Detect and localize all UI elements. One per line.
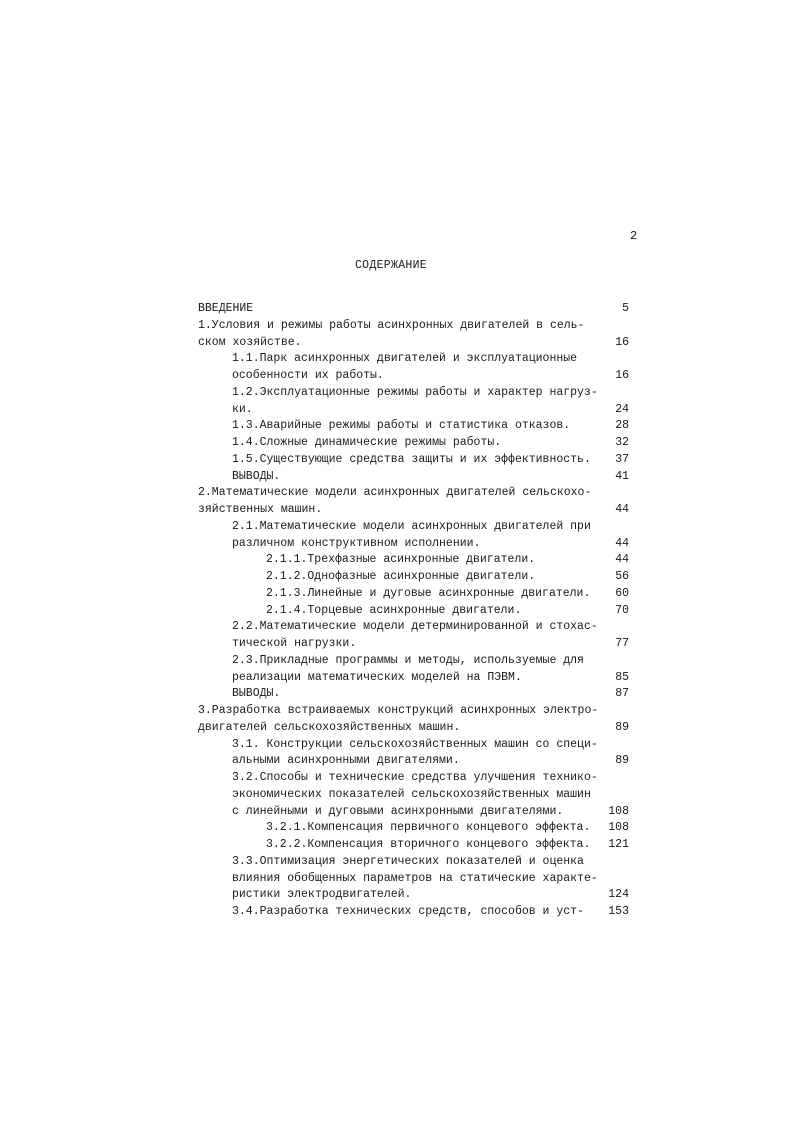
toc-entry-text: 2.1.Математические модели асинхронных двигателей при bbox=[232, 519, 591, 533]
toc-entry bbox=[0, 618, 795, 635]
toc-entry-text: 3.2.2.Компенсация вторичного концевого эффекта. bbox=[266, 838, 591, 851]
toc-entry bbox=[0, 803, 795, 820]
toc-entry bbox=[0, 401, 795, 418]
toc-entry-text: 2.1.2.Однофазные асинхронные двигатели. bbox=[266, 570, 536, 583]
toc-entry-page: 16 bbox=[615, 335, 629, 349]
toc-entry-page: 77 bbox=[615, 637, 629, 650]
toc-entry-page: 85 bbox=[615, 670, 629, 684]
toc-entry-text: 1.Условия и режимы работы асинхронных двигателей в сель- bbox=[198, 318, 585, 332]
toc-entry-text: ВВЕДЕНИЕ bbox=[198, 302, 254, 315]
toc-entry-text: зяйственных машин. bbox=[198, 503, 323, 516]
toc-entry bbox=[0, 585, 795, 602]
toc-entry-text: 1.3.Аварийные режимы работы и статистика отказов. bbox=[232, 419, 571, 433]
toc-entry bbox=[0, 384, 795, 401]
toc-entry bbox=[0, 719, 795, 736]
toc-entry bbox=[0, 300, 795, 317]
toc-entry-text: 1.4.Сложные динамические режимы работы. bbox=[232, 436, 502, 449]
toc-entry-page: 41 bbox=[615, 469, 629, 483]
toc-entry-text: 1.1.Парк асинхронных двигателей и эксплуатационные bbox=[232, 352, 578, 366]
toc-entry-page: 121 bbox=[608, 838, 629, 851]
toc-entry-page: 108 bbox=[608, 804, 629, 818]
toc-entry-text: 2.1.3.Линейные и дуговые асинхронные двигатели. bbox=[266, 586, 591, 600]
toc-entry bbox=[0, 468, 795, 485]
toc-entry-page: 24 bbox=[615, 402, 629, 416]
toc-entry bbox=[0, 685, 795, 702]
toc-entry-page: 5 bbox=[622, 302, 629, 315]
toc-entry bbox=[0, 568, 795, 585]
toc-entry bbox=[0, 669, 795, 686]
toc-entry-page: 89 bbox=[615, 754, 629, 768]
toc-entry-text: влияния обобщенных параметров на статические характе- bbox=[232, 871, 598, 885]
toc-entry bbox=[0, 702, 795, 719]
toc-entry bbox=[0, 451, 795, 468]
toc-entry-page: 60 bbox=[615, 586, 629, 600]
toc-entry-text: особенности их работы. bbox=[232, 369, 384, 382]
toc-entry-text: 1.2.Эксплуатационные режимы работы и характер нагруз- bbox=[232, 385, 598, 399]
toc-entry-text: 3.4.Разработка технических средств, способов и уст- bbox=[232, 905, 584, 918]
toc-entry bbox=[0, 501, 795, 518]
toc-entry-text: 3.Разработка встраиваемых конструкций асинхронных электро- bbox=[198, 704, 599, 717]
toc-entry-page: 56 bbox=[615, 570, 629, 583]
toc-entry-text: 3.2.1.Компенсация первичного концевого эффекта. bbox=[266, 821, 591, 835]
toc-entry bbox=[0, 551, 795, 568]
toc-entry bbox=[0, 836, 795, 853]
toc-entry bbox=[0, 484, 795, 501]
toc-entry bbox=[0, 602, 795, 619]
toc-entry bbox=[0, 870, 795, 887]
toc-entry-page: 108 bbox=[608, 821, 629, 835]
toc-entry bbox=[0, 652, 795, 669]
toc-entry-text: различном конструктивном исполнении. bbox=[232, 536, 481, 550]
toc-entry-page: 124 bbox=[608, 888, 629, 902]
toc-entry-page: 153 bbox=[608, 905, 629, 918]
toc-entry-page: 87 bbox=[615, 687, 629, 701]
toc-entry-text: 1.5.Существующие средства защиты и их эффективность. bbox=[232, 452, 591, 466]
toc-entry-text: 3.1. Конструкции сельскохозяйственных машин со специ- bbox=[232, 737, 598, 751]
toc-entry-text: 2.1.1.Трехфазные асинхронные двигатели. bbox=[266, 553, 536, 567]
toc-entry-page: 89 bbox=[615, 720, 629, 734]
toc-entry bbox=[0, 417, 795, 434]
toc-entry bbox=[0, 903, 795, 920]
toc-entry bbox=[0, 367, 795, 384]
toc-entry bbox=[0, 769, 795, 786]
toc-entry-text: ристики электродвигателей. bbox=[232, 888, 412, 902]
toc-entry-text: ки. bbox=[232, 402, 253, 416]
toc-entry-page: 44 bbox=[615, 553, 629, 567]
page-number: 2 bbox=[630, 229, 638, 243]
toc-entry-text: 2.2.Математические модели детерминированной и стохас- bbox=[232, 620, 598, 634]
toc-entry-text: реализации математических моделей на ПЭВМ. bbox=[232, 670, 522, 684]
toc-entry bbox=[0, 886, 795, 903]
toc-entry bbox=[0, 635, 795, 652]
toc-entry-text: 3.2.Способы и технические средства улучшения технико- bbox=[232, 771, 598, 784]
toc-entry-text: ВЫВОДЫ. bbox=[232, 469, 281, 483]
toc-entry-text: с линейными и дуговыми асинхронными двигателями. bbox=[232, 804, 564, 818]
toc-entry-text: ВЫВОДЫ. bbox=[232, 687, 281, 701]
toc-entry-text: 2.Математические модели асинхронных двигателей сельскохо- bbox=[198, 486, 592, 500]
toc-entry-text: 2.1.4.Торцевые асинхронные двигатели. bbox=[266, 603, 522, 617]
toc-entry-page: 28 bbox=[615, 419, 629, 433]
toc-entry bbox=[0, 535, 795, 552]
toc-entry bbox=[0, 736, 795, 753]
toc-entry-page: 37 bbox=[615, 452, 629, 466]
toc-entry-page: 44 bbox=[615, 536, 629, 550]
toc-entry-page: 44 bbox=[615, 503, 629, 516]
toc-entry bbox=[0, 317, 795, 334]
toc-entry-text: ском хозяйстве. bbox=[198, 335, 302, 349]
page-title: СОДЕРЖАНИЕ bbox=[354, 259, 427, 272]
toc-entry-text: двигателей сельскохозяйственных машин. bbox=[198, 720, 461, 734]
toc-entry bbox=[0, 434, 795, 451]
toc-entry-text: альными асинхронными двигателями. bbox=[232, 754, 460, 768]
toc-entry bbox=[0, 752, 795, 769]
toc-entry-page: 16 bbox=[615, 369, 629, 382]
toc-entry bbox=[0, 334, 795, 351]
toc-entry bbox=[0, 819, 795, 836]
toc-entry bbox=[0, 853, 795, 870]
toc-entry bbox=[0, 786, 795, 803]
toc-entry-text: тической нагрузки. bbox=[232, 637, 357, 650]
toc-entry-page: 70 bbox=[615, 603, 629, 617]
toc-entry-text: экономических показателей сельскохозяйственных машин bbox=[232, 787, 591, 801]
toc-entry bbox=[0, 350, 795, 367]
toc-entry-page: 32 bbox=[615, 436, 629, 449]
toc-entry-text: 3.3.Оптимизация энергетических показателей и оценка bbox=[232, 854, 584, 868]
toc-entry-text: 2.3.Прикладные программы и методы, используемые для bbox=[232, 653, 584, 667]
toc-entry bbox=[0, 518, 795, 535]
